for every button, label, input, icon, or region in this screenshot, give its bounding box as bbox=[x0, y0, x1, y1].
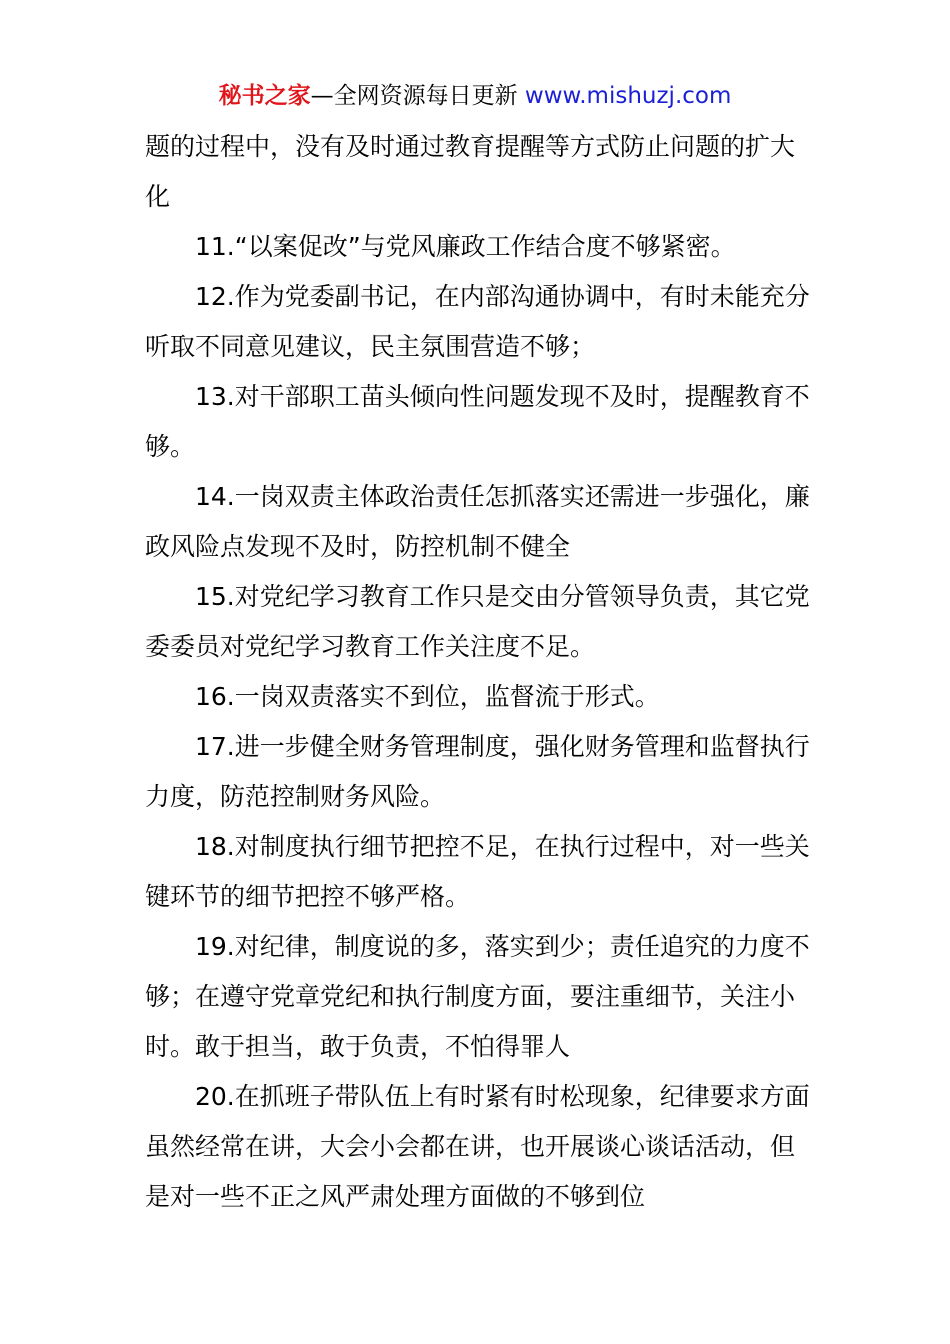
list-item-13: 13.对干部职工苗头倾向性问题发现不及时，提醒教育不够。 bbox=[145, 382, 810, 461]
page-header bbox=[0, 80, 950, 112]
list-item-16: 16.一岗双责落实不到位，监督流于形式。 bbox=[195, 682, 660, 711]
header-tagline: —全网资源每日更新 bbox=[310, 83, 518, 109]
list-item-17: 17.进一步健全财务管理制度，强化财务管理和监督执行力度，防范控制财务风险。 bbox=[145, 732, 810, 811]
list-item-15: 15.对党纪学习教育工作只是交由分管领导负责，其它党委委员对党纪学习教育工作关注度不足。 bbox=[145, 582, 810, 661]
list-item-20: 20.在抓班子带队伍上有时紧有时松现象，纪律要求方面虽然经常在讲，大会小会都在讲，也开展谈心谈话活动，但是对一些不正之风严肃处理方面做的不够到位 bbox=[145, 1082, 810, 1211]
list-item-12: 12.作为党委副书记，在内部沟通协调中，有时未能充分听取不同意见建议，民主氛围营造不够； bbox=[145, 282, 810, 361]
site-url-link[interactable]: www.mishuzj.com bbox=[524, 83, 732, 109]
list-item-14: 14.一岗双责主体政治责任怎抓落实还需进一步强化，廉政风险点发现不及时，防控机制不健全 bbox=[145, 482, 810, 561]
paragraph-continuation: 题的过程中，没有及时通过教育提醒等方式防止问题的扩大化 bbox=[145, 132, 796, 211]
list-item-18: 18.对制度执行细节把控不足，在执行过程中，对一些关键环节的细节把控不够严格。 bbox=[145, 832, 810, 911]
brand-name: 秘书之家 bbox=[218, 83, 311, 109]
document-body bbox=[145, 122, 810, 1222]
list-item-11: 11.“以案促改”与党风廉政工作结合度不够紧密。 bbox=[195, 232, 736, 261]
list-item-19: 19.对纪律，制度说的多，落实到少；责任追究的力度不够；在遵守党章党纪和执行制度方面，要注重细节，关注小时。敢于担当，敢于负责，不怕得罪人 bbox=[145, 932, 810, 1061]
